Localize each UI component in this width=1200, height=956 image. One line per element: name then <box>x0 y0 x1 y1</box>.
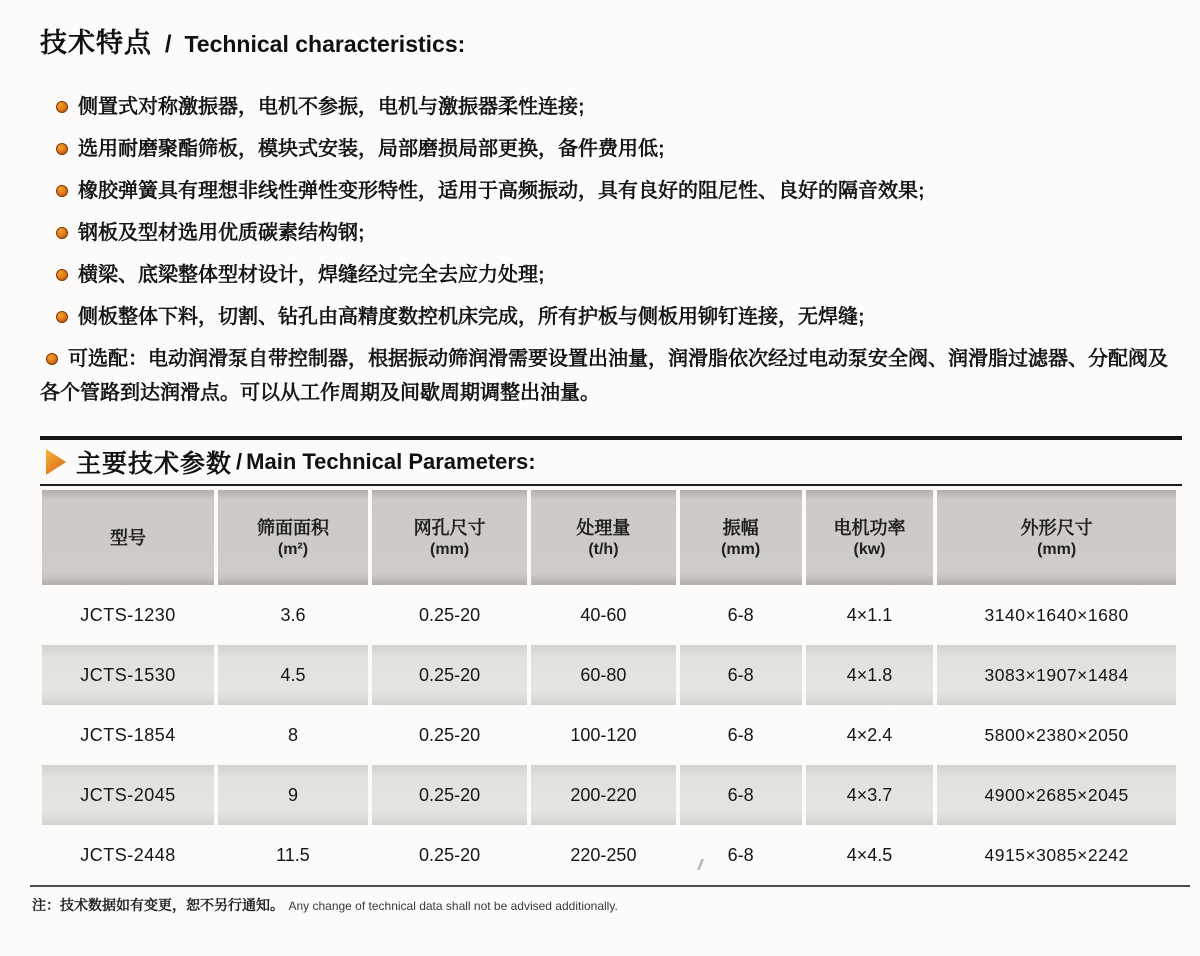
cell-amplitude: 6-8 <box>680 765 802 825</box>
cell-capacity: 60-80 <box>531 645 675 705</box>
cell-screen-area: 8 <box>287 724 298 745</box>
title-zh: 技术特点 <box>40 28 152 58</box>
cell-model: JCTS-1530 <box>42 645 214 705</box>
bullet-text: 钢板及型材选用优质碳素结构钢; <box>78 222 365 244</box>
table-row <box>42 645 1176 705</box>
cell-mesh-size: 0.25-20 <box>419 844 481 865</box>
cell-mesh-size: 0.25-20 <box>372 765 527 825</box>
feature-bullet-list <box>40 90 1184 410</box>
title-en: Technical characteristics: <box>184 31 466 57</box>
feature-bullet <box>40 90 1184 124</box>
cell-motor-power: 4×2.4 <box>846 724 893 745</box>
feature-bullet <box>40 300 1184 334</box>
bullet-icon <box>56 227 68 239</box>
cell-dimensions: 5800×2380×2050 <box>984 724 1129 745</box>
cell-amplitude: 6-8 <box>727 604 754 625</box>
col-header-capacity <box>531 490 675 585</box>
bullet-text: 可选配：电动润滑泵自带控制器，根据振动筛润滑需要设置出油量，润滑脂依次经过电动泵安全阀、润滑脂过滤器、分配阀及各个管路到达润滑点。可以从工作周期及间歇周期调整出油量。 <box>40 348 1168 404</box>
header-label: 外形尺寸 <box>1020 517 1093 538</box>
cell-motor-power: 4×3.7 <box>806 765 934 825</box>
col-header-motor-power <box>806 490 934 585</box>
col-header-mesh-size <box>372 490 527 585</box>
table-row <box>42 825 1176 885</box>
cell-screen-area: 4.5 <box>218 645 368 705</box>
cell-capacity: 100-120 <box>570 724 637 745</box>
col-header-amplitude <box>680 490 802 585</box>
bullet-text: 侧置式对称激振器，电机不参振，电机与激振器柔性连接; <box>78 96 585 118</box>
header-unit: (m²) <box>277 540 309 558</box>
header-label: 电机功率 <box>833 517 906 538</box>
bullet-text: 横梁、底梁整体型材设计，焊缝经过完全去应力处理; <box>78 264 545 286</box>
cell-screen-area: 9 <box>218 765 368 825</box>
header-label: 振幅 <box>722 517 759 538</box>
cell-motor-power: 4×4.5 <box>846 844 893 865</box>
arrow-right-icon <box>46 449 66 475</box>
cell-dimensions: 4915×3085×2242 <box>984 844 1129 865</box>
cell-screen-area: 11.5 <box>276 844 310 865</box>
bullet-icon <box>56 143 68 155</box>
bullet-icon <box>56 269 68 281</box>
feature-bullet <box>40 174 1184 208</box>
parameters-table <box>38 490 1180 885</box>
bullet-icon <box>46 353 58 365</box>
title-zh: 主要技术参数 <box>76 450 233 478</box>
cell-mesh-size: 0.25-20 <box>372 645 527 705</box>
header-unit: (mm) <box>721 540 761 558</box>
bullet-text: 选用耐磨聚酯筛板，模块式安装，局部磨损局部更换，备件费用低; <box>78 138 665 160</box>
header-unit: (mm) <box>1037 540 1077 558</box>
cell-screen-area: 3.6 <box>280 604 306 625</box>
cell-motor-power: 4×1.1 <box>846 604 893 625</box>
title-separator: / <box>164 31 172 58</box>
bullet-text: 橡胶弹簧具有理想非线性弹性变形特性，适用于高频振动，具有良好的阻尼性、良好的隔音效果; <box>78 180 925 202</box>
cell-mesh-size: 0.25-20 <box>419 604 481 625</box>
header-label: 处理量 <box>576 517 631 538</box>
section-title-main-technical-parameters <box>40 440 1184 484</box>
col-header-model <box>42 490 214 585</box>
cell-capacity: 200-220 <box>531 765 675 825</box>
cell-amplitude: 6-8 <box>727 844 754 865</box>
table-header-row <box>42 490 1176 585</box>
title-en: Main Technical Parameters: <box>246 449 536 474</box>
cell-model: JCTS-1230 <box>80 604 176 625</box>
footnote-en: Any change of technical data shall not be advised additionally. <box>288 899 618 913</box>
header-label: 筛面面积 <box>256 517 329 538</box>
cell-model: JCTS-2045 <box>42 765 214 825</box>
title-separator: / <box>236 449 243 474</box>
feature-bullet <box>40 258 1184 292</box>
feature-bullet <box>40 216 1184 250</box>
header-unit: (kw) <box>853 540 886 558</box>
table-row <box>42 765 1176 825</box>
table-row <box>42 705 1176 765</box>
cell-dimensions: 4900×2685×2045 <box>937 765 1176 825</box>
cell-dimensions: 3140×1640×1680 <box>984 604 1129 625</box>
section-title-technical-characteristics <box>40 26 1184 60</box>
col-header-screen-area <box>218 490 368 585</box>
cell-capacity: 220-250 <box>570 844 637 865</box>
cell-amplitude: 6-8 <box>727 724 754 745</box>
col-header-dimensions <box>937 490 1176 585</box>
cell-model: JCTS-1854 <box>80 724 176 745</box>
bullet-icon <box>56 185 68 197</box>
feature-bullet <box>40 342 1184 410</box>
header-unit: (mm) <box>430 540 470 558</box>
cell-dimensions: 3083×1907×1484 <box>937 645 1176 705</box>
table-row <box>42 585 1176 645</box>
bullet-text: 侧板整体下料，切割、钻孔由高精度数控机床完成，所有护板与侧板用铆钉连接，无焊缝; <box>78 306 865 328</box>
section-divider-bottom <box>40 484 1182 486</box>
header-unit: (t/h) <box>588 540 619 558</box>
header-label: 型号 <box>110 527 147 548</box>
feature-bullet <box>40 132 1184 166</box>
cell-amplitude: 6-8 <box>680 645 802 705</box>
header-label: 网孔尺寸 <box>413 517 486 538</box>
cell-capacity: 40-60 <box>580 604 627 625</box>
footnote <box>30 885 1190 915</box>
footnote-zh: 注：技术数据如有变更，恕不另行通知。 <box>32 897 284 913</box>
bullet-icon <box>56 101 68 113</box>
cell-mesh-size: 0.25-20 <box>419 724 481 745</box>
cell-motor-power: 4×1.8 <box>806 645 934 705</box>
bullet-icon <box>56 311 68 323</box>
cell-model: JCTS-2448 <box>80 844 176 865</box>
